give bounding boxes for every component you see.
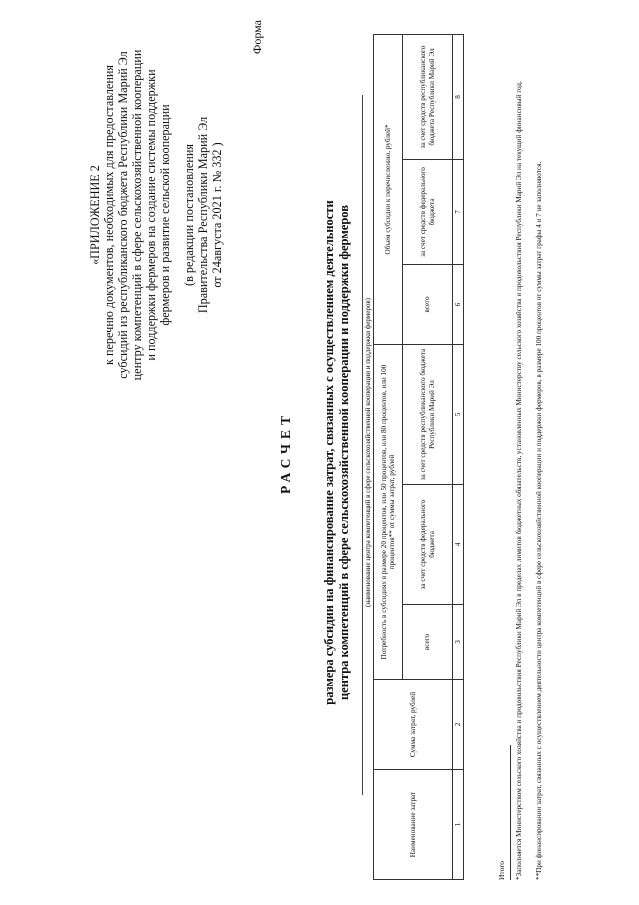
header-need-republic: за счет средств республиканского бюджета Республики Марий Эл	[403, 344, 453, 484]
appendix-line-3: субсидий из республиканского бюджета Республики Марий Эл	[116, 51, 130, 379]
appendix-title: «ПРИЛОЖЕНИЕ 2	[88, 165, 102, 265]
appendix-line-7: (в редакции постановления	[182, 144, 196, 286]
appendix-line-9: от 24августа 2021 г. № 332 )	[210, 142, 224, 288]
center-name-caption: (наименование центра компетенций в сфере сельскохозяйственной кооперации и поддержки фермеров)	[364, 298, 372, 607]
header-volume-federal: за счет средств федерального бюджета	[403, 159, 453, 264]
appendix-line-8: Правительства Республики Марий Эл	[196, 116, 210, 314]
column-number: 4	[453, 485, 464, 605]
name-underline	[362, 95, 363, 795]
footnote-1: *Заполняется Министерством сельского хозяйства и продовольствия Республики Марий Эл в пределах лимитов бюджетных обязательств, установленных Министерству сельского хозяйства и продовольствия Республики Марий Эл на текущий финансовый год.	[515, 81, 523, 880]
document-subtitle-line-1: размера субсидии на финансирование затрат, связанных с осуществлением деятельности	[322, 200, 336, 705]
header-subsidy-need: Потребность в субсидиях в размере 20 процентов, или 50 процентов, или 80 процентов, или 100 процентов** от суммы затрат, рублей	[374, 344, 403, 679]
header-volume-total: всего	[403, 264, 453, 344]
header-cost-name: Наименование затрат	[374, 770, 453, 880]
header-subsidy-volume: Объем субсидии к перечислению, рублей*	[374, 34, 403, 344]
column-number: 3	[453, 605, 464, 680]
header-volume-republic: за счет средств республиканского бюджета Республики Марий Эл	[403, 34, 453, 159]
form-label: Форма	[250, 20, 264, 55]
column-number: 7	[453, 159, 464, 264]
column-number: 6	[453, 264, 464, 344]
appendix-line-2: к перечню документов, необходимых для предоставления	[102, 65, 116, 365]
document-title: РАСЧЕТ	[278, 411, 293, 494]
column-number: 2	[453, 680, 464, 770]
appendix-line-4: центру компетенций в сфере сельскохозяйственной кооперации	[130, 49, 144, 381]
document-subtitle-line-2: центра компетенций в сфере сельскохозяйственной кооперации и поддержки фермеров	[337, 205, 351, 701]
calculation-table	[373, 34, 464, 880]
appendix-line-6: фермеров и развитие сельской кооперации	[158, 104, 172, 326]
header-cost-sum: Сумма затрат, рублей	[374, 680, 453, 770]
total-label: Итого	[497, 861, 506, 880]
header-need-total: всего	[403, 605, 453, 680]
footnote-separator	[510, 745, 511, 880]
footnote-2: **При финансировании затрат, связанных с осуществлением деятельности центра компетенций в сфере сельскохозяйственной кооперации и поддержки фермеров, в размере 100 процентов от суммы затрат графы 4 и 7 не заполняются.	[535, 161, 543, 880]
column-number: 1	[453, 770, 464, 880]
appendix-line-5: и поддержки фермеров на создание системы поддержки	[144, 69, 158, 361]
column-number: 5	[453, 344, 464, 484]
header-need-federal: за счет средств федерального бюджета	[403, 485, 453, 605]
column-number: 8	[453, 34, 464, 159]
